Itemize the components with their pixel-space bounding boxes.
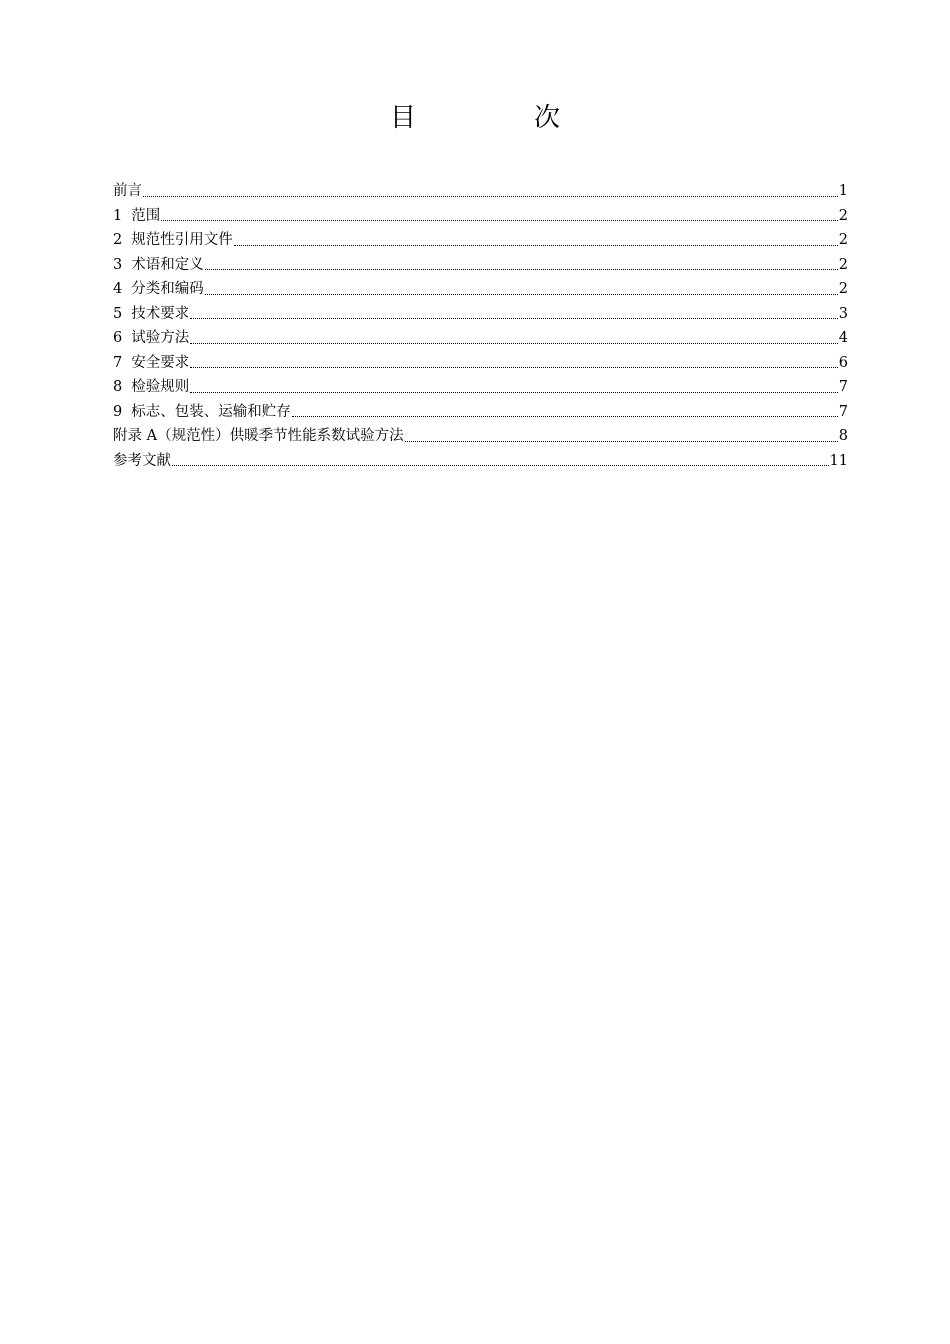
dot-leader [205,268,838,270]
dot-leader [161,219,838,221]
toc-entry-page: 11 [829,452,848,469]
toc-entry-label: 标志、包装、运输和贮存 [131,403,291,420]
table-of-contents [113,179,848,473]
toc-entry-page: 7 [838,379,848,395]
toc-entry-technical-requirements[interactable] [113,302,848,327]
toc-entry-label: 范围 [131,207,161,224]
toc-entry-number: 2 [113,232,123,248]
toc-entry-number: 5 [113,305,123,322]
dot-leader [172,464,829,466]
toc-entry-terms-definitions[interactable] [113,253,848,278]
toc-entry-number: 7 [113,354,123,371]
toc-entry-inspection-rules[interactable] [113,375,848,400]
toc-entry-number: 6 [113,330,123,346]
toc-entry-classification[interactable] [113,277,848,302]
dot-leader [292,415,838,417]
page-title: 目 次 [389,103,606,133]
toc-entry-page: 2 [838,281,848,297]
toc-entry-number: 9 [113,403,123,420]
toc-entry-label: 检验规则 [131,379,190,395]
toc-entry-label: 分类和编码 [131,281,204,297]
toc-entry-test-methods[interactable] [113,326,848,351]
dot-leader [405,440,838,442]
toc-entry-scope[interactable] [113,204,848,229]
toc-entry-page: 3 [838,305,848,322]
toc-entry-label: 参考文献 [113,452,171,469]
toc-entry-number: 8 [113,379,123,395]
dot-leader [190,317,838,319]
toc-entry-normative-references[interactable] [113,228,848,253]
dot-leader [234,244,838,246]
toc-entry-safety-requirements[interactable] [113,351,848,376]
toc-entry-bibliography[interactable] [113,449,848,474]
toc-entry-page: 7 [838,403,848,420]
dot-leader [190,366,838,368]
dot-leader [190,391,838,393]
dot-leader [143,195,838,197]
toc-entry-page: 6 [838,354,848,371]
toc-entry-marking-packaging[interactable] [113,400,848,425]
dot-leader [190,342,838,344]
toc-entry-label: 技术要求 [131,305,190,322]
toc-entry-page: 2 [838,256,848,273]
toc-entry-label: 术语和定义 [131,256,204,273]
toc-entry-number: 4 [113,281,123,297]
toc-entry-page: 2 [838,207,848,224]
toc-entry-label: 安全要求 [131,354,190,371]
toc-entry-label: 前言 [113,183,142,199]
toc-entry-number: 3 [113,256,123,273]
toc-entry-page: 4 [838,330,848,346]
toc-entry-page: 2 [838,232,848,248]
toc-entry-number: 1 [113,207,123,224]
toc-entry-label: 试验方法 [131,330,190,346]
toc-entry-appendix-a[interactable] [113,424,848,449]
toc-entry-page: 1 [838,183,848,199]
dot-leader [205,293,838,295]
toc-entry-page: 8 [838,428,848,444]
toc-entry-label: 附录 A（规范性）供暖季节性能系数试验方法 [113,428,404,444]
toc-entry-label: 规范性引用文件 [131,232,233,248]
toc-entry-foreword[interactable] [113,179,848,204]
